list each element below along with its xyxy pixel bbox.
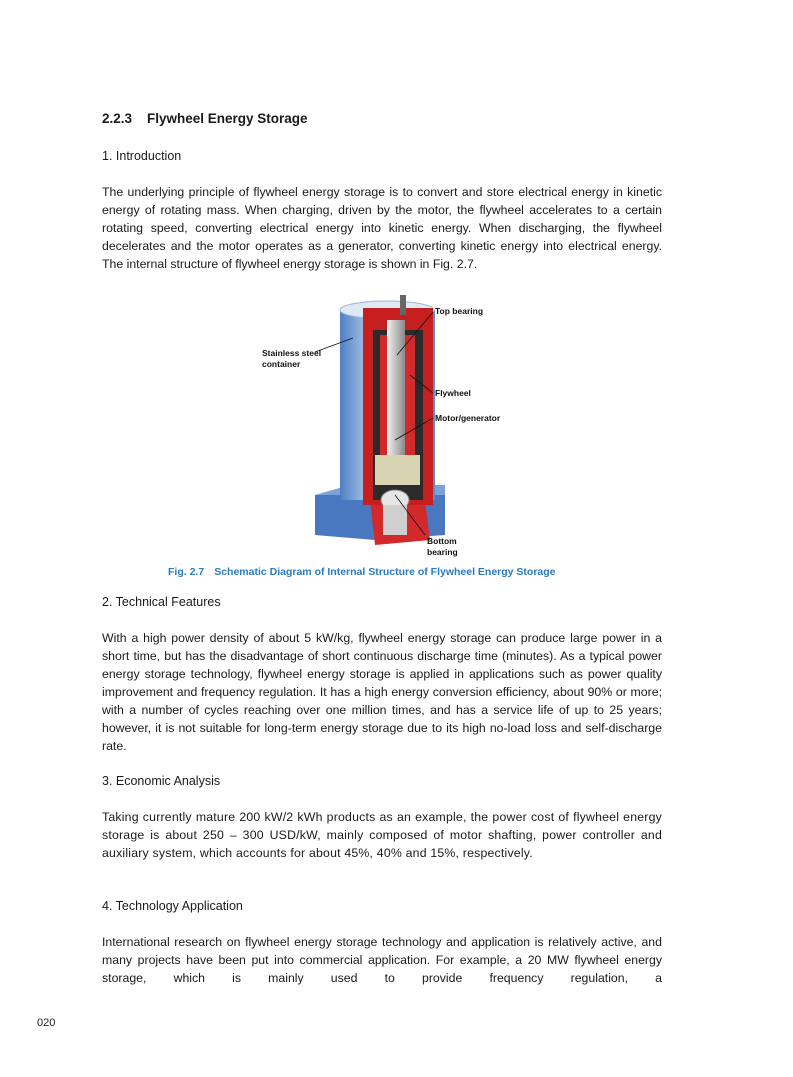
subsection-heading-technical: 2. Technical Features (102, 595, 221, 609)
paragraph-economic: Taking currently mature 200 kW/2 kWh products as an example, the power cost of flywheel energy storage is about 250 – 300 USD/kW, mainly composed of motor shafting, power controller and auxiliary system, which accounts for about 45%, 40% and 15%, respectively. (102, 810, 662, 860)
label-bottom-2: bearing (427, 547, 458, 557)
paragraph-technical: With a high power density of about 5 kW/kg, flywheel energy storage can produce large power in a short time, but has the disadvantage of short continuous discharge time (minutes). As a typical power energy storage technology, flywheel energy storage is applied in applications such as power quality improvement and frequency regulation. It has a high energy conversion efficiency, about 90% or more; with a number of cycles reaching over one million times, and has a service life of up to 25 years; however, it is not suitable for long-term energy storage due to its high no-load loss and self-discharge rate. (102, 631, 662, 753)
section-number: 2.2.3 (102, 111, 133, 126)
subsection-heading-economic: 3. Economic Analysis (102, 774, 221, 788)
section-heading (102, 111, 308, 126)
flywheel-diagram (255, 290, 515, 560)
paragraph-application: International research on flywheel energy storage technology and application is relatively active, and many projects have been put into commercial application. For example, a 20 MW flywheel energy storage, which is mainly used to provide frequency regulation, a (102, 935, 662, 985)
figure-caption-text: Schematic Diagram of Internal Structure of Flywheel Energy Storage (214, 566, 556, 578)
label-bottom-1: Bottom (427, 536, 457, 546)
subsection-heading-application: 4. Technology Application (102, 899, 243, 913)
section-title: Flywheel Energy Storage (147, 111, 308, 126)
label-flywheel: Flywheel (435, 388, 471, 398)
figure-caption (168, 566, 556, 578)
paragraph-introduction: The underlying principle of flywheel energy storage is to convert and store electrical energy in kinetic energy of rotating mass. When charging, driven by the motor, the flywheel accelerates to a certain rotating speed, converting electrical energy into kinetic energy. When discharging, the flywheel decelerates and the motor operates as a generator, converting kinetic energy into electrical energy. The internal structure of flywheel energy storage is shown in Fig. 2.7. (102, 185, 662, 271)
label-container-2: container (262, 359, 301, 369)
label-container-1: Stainless steel (262, 348, 322, 358)
page-number: 020 (37, 1017, 56, 1029)
label-top-bearing: Top bearing (435, 306, 484, 316)
label-motor-generator: Motor/generator (435, 413, 501, 423)
subsection-heading-introduction: 1. Introduction (102, 149, 182, 163)
figure-number: Fig. 2.7 (168, 566, 205, 578)
